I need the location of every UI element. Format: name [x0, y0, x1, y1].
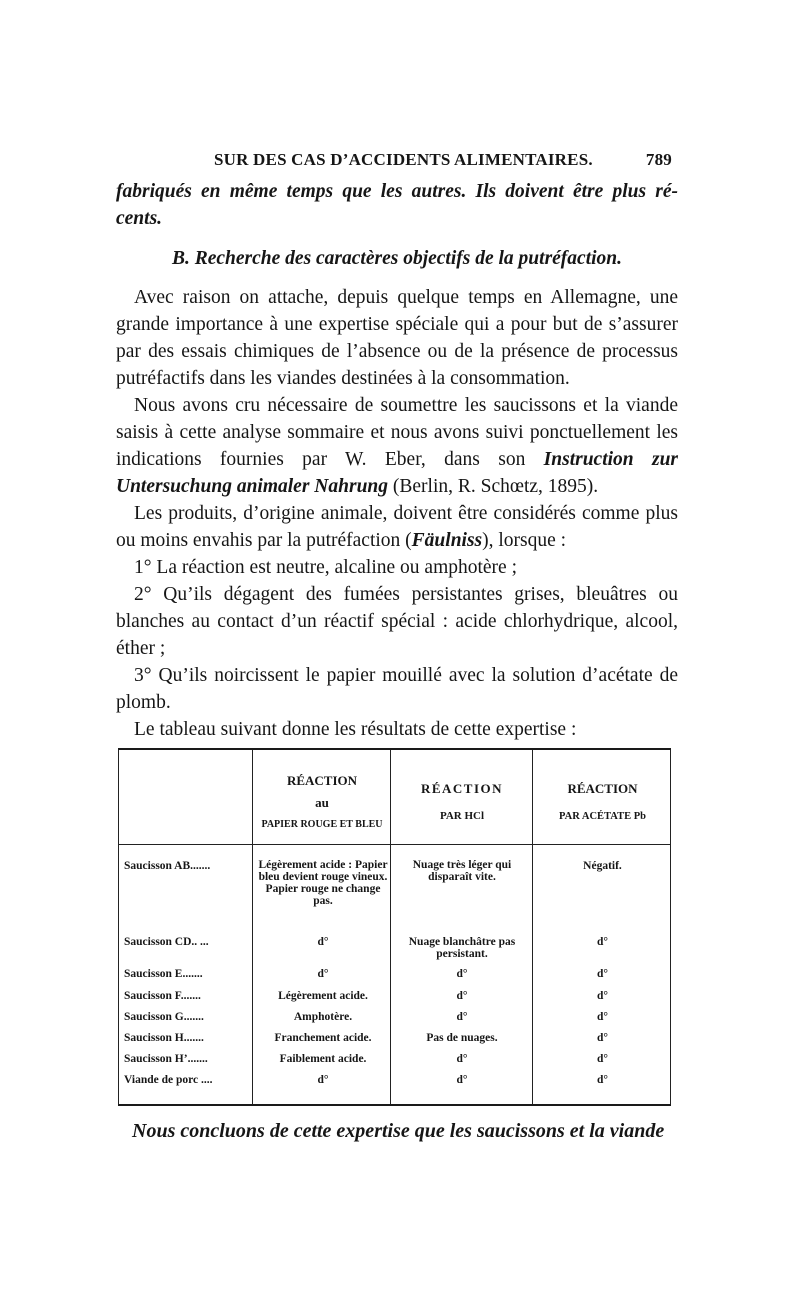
paragraph-3 [116, 500, 678, 554]
row-paper: Légèrement acide. [278, 990, 368, 1002]
row-paper: Faiblement acide. [279, 1053, 367, 1065]
row-hcl: d° [456, 968, 468, 980]
row-name: Saucisson E....... [124, 968, 203, 980]
continuation-line-2: cents. [116, 208, 163, 229]
row-hcl: Nuage blanchâtre pas persistant. [408, 936, 516, 960]
page-number: 789 [645, 150, 672, 169]
criterion-3: 3° Qu’ils noircissent le papier mouillé avec la solution d’acétate de plomb. [116, 665, 678, 713]
continuation-line-1: fabriqués en même temps que les autres. Ils doivent être plus ré- [116, 181, 678, 202]
row-paper: Légèrement acide : Papier bleu devient rouge vineux. Papier rouge ne change pas. [258, 859, 388, 907]
col4-header-line-1: RÉACTION [567, 781, 638, 796]
closing-line: Nous concluons de cette expertise que les saucissons et la viande [132, 1120, 665, 1142]
paragraph-2-part-c: (Berlin, R. Schœtz, 1895). [388, 476, 599, 497]
section-title: B. Recherche des caractères objectifs de la putréfaction. [171, 248, 623, 269]
running-title: SUR DES CAS D’ACCIDENTS ALIMENTAIRES. [214, 150, 593, 169]
row-paper: d° [317, 968, 329, 980]
col2-header-line-1: RÉACTION [286, 773, 358, 788]
row-hcl: d° [456, 1074, 468, 1086]
row-name: Saucisson G....... [124, 1011, 204, 1023]
row-paper: d° [317, 936, 329, 948]
row-name: Saucisson CD.. ... [124, 936, 209, 948]
table-rule-left [118, 750, 119, 1104]
row-name: Saucisson F....... [124, 990, 201, 1002]
paragraph-2-part-a: Nous avons cru nécessaire de soumettre les saucissons et la viande saisis à cette analyse sommaire et nous avons suivi ponctuellement les indications fournies par W. Eber, dans son [116, 395, 678, 470]
table-rule-col2 [252, 750, 253, 1104]
paragraph-1: Avec raison on attache, depuis quelque temps en Allemagne, une grande importance à une expertise spéciale qui a pour but de s’assurer par des essais chimiques de l’absence ou de la présence de processus putréfactifs dans les viandes destinées à la consommation. [116, 287, 678, 389]
row-pb: d° [597, 968, 608, 980]
row-hcl: Nuage très léger qui disparaît vite. [412, 859, 512, 883]
row-paper: d° [317, 1074, 329, 1086]
running-header [118, 150, 676, 174]
table-header-rule [118, 844, 671, 845]
row-paper: Franchement acide. [274, 1032, 372, 1044]
row-name: Saucisson H....... [124, 1032, 204, 1044]
criterion-1: 1° La réaction est neutre, alcaline ou amphotère ; [134, 557, 518, 578]
row-name: Saucisson H’....... [124, 1053, 208, 1065]
table-rule-col4 [532, 750, 533, 1104]
paragraph-3-part-a: Les produits, d’origine animale, doivent être considérés comme plus ou moins envahis par la putréfaction ( [116, 503, 678, 551]
body-text [116, 284, 678, 743]
faulniss-term: Fäulniss [411, 530, 483, 551]
row-hcl: Pas de nuages. [426, 1032, 498, 1044]
row-hcl: d° [456, 990, 468, 1002]
table-rule-col3 [390, 750, 391, 1104]
row-pb: d° [597, 936, 608, 948]
row-name: Viande de porc .... [124, 1074, 213, 1086]
col4-header-line-2: PAR ACÉTATE Pb [559, 811, 646, 822]
row-pb: d° [597, 990, 608, 1002]
row-paper: Amphotère. [293, 1011, 353, 1023]
table-rule-right [670, 750, 671, 1104]
book-title: Instruction zur Untersuchung animaler Nahrung [116, 449, 678, 497]
table-intro: Le tableau suivant donne les résultats de cette expertise : [134, 719, 577, 740]
row-pb: d° [597, 1074, 608, 1086]
results-table [118, 748, 671, 1106]
paragraph-2 [116, 392, 678, 500]
row-pb: Négatif. [583, 860, 622, 872]
row-name: Saucisson AB....... [124, 860, 211, 872]
paragraph-continuation [116, 178, 678, 232]
criterion-2: 2° Qu’ils dégagent des fumées persistantes grises, bleuâtres ou blanches au contact d’un réactif spécial : acide chlorhydrique, alcool, éther ; [116, 584, 678, 659]
col2-header-line-2: au [315, 795, 329, 810]
row-pb: d° [597, 1032, 608, 1044]
col3-header-line-1: RÉACTION [420, 781, 504, 796]
row-pb: d° [597, 1053, 608, 1065]
row-hcl: d° [456, 1011, 468, 1023]
col3-header-line-2: PAR HCl [439, 810, 485, 822]
col2-header-line-3: PAPIER ROUGE ET BLEU [261, 819, 383, 830]
paragraph-3-part-c: ), lorsque : [482, 530, 567, 551]
row-pb: d° [597, 1011, 608, 1023]
row-hcl: d° [456, 1053, 468, 1065]
